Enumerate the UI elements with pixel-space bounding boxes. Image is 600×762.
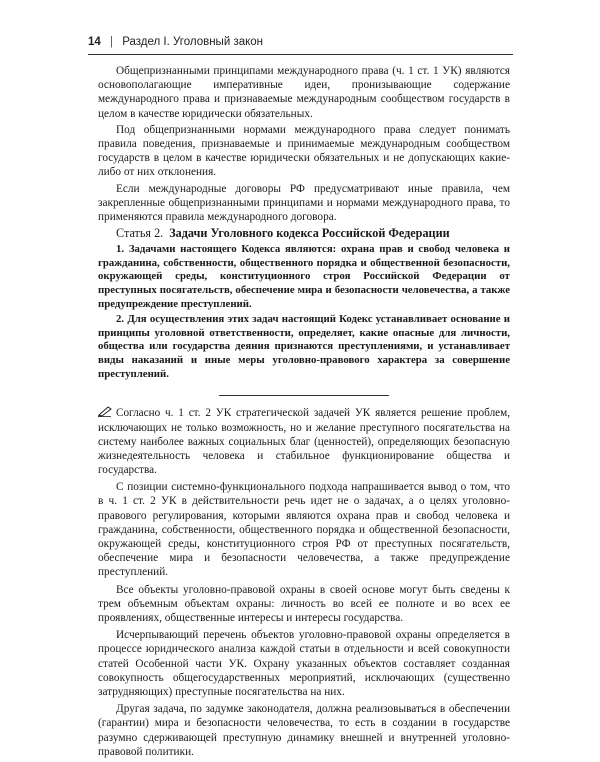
article-clause-1: 1. Задачами настоящего Кодекса являются: охрана прав и свобод человека и гражданина, собственности, общественного порядка и общественной безопасности, окружающей среды, конституционного строя Российской Федерации от преступных посягательств, обеспечение мира и безопасности человечества, а также предупреждение преступлений. xyxy=(98,243,510,310)
pencil-note-icon xyxy=(98,406,112,421)
article-label: Статья 2. xyxy=(116,226,164,241)
commentary-paragraph-4: Исчерпывающий перечень объектов уголовно-правовой охраны определяется в процессе юридического анализа каждой статьи в отдельности и всей совокупности статей Особенной части УК. Охрану указанных объектов составляет созданная совокупность общегосударственных мероприятий, исключающих (существенно затрудняющих) преступные посягательства на них. xyxy=(98,629,510,699)
header-rule xyxy=(88,54,513,55)
article-clause-2: 2. Для осуществления этих задач настоящий Кодекс устанавливает основание и принципы уголовной ответственности, определяет, какие опасные для личности, общества или государства деяния признаются преступлениями, и устанавливает виды наказаний и иные меры уголовно-правового характера за совершение преступлений. xyxy=(98,313,510,380)
commentary xyxy=(98,406,510,759)
header-separator: | xyxy=(110,36,113,48)
commentary-first-text: Согласно ч. 1 ст. 2 УК стратегической задачей УК является решение проблем, исключающих не только возможность, но и желание преступного посягательства на систему наиболее важных социальных благ (ценностей), определяющих безопасную жизнедеятельность человека и стабильное функционирование общества и государства. xyxy=(98,407,510,477)
commentary-paragraph-1 xyxy=(98,406,510,477)
page-body xyxy=(98,64,510,762)
section-divider xyxy=(219,395,389,396)
commentary-paragraph-3: Все объекты уголовно-правовой охраны в своей основе могут быть сведены к трем объемным объектам охраны: личность во всей ее полноте и во всех ее проявлениях, общественные интересы и интересы государства. xyxy=(98,583,510,624)
intro-paragraph-1: Общепризнанными принципами международного права (ч. 1 ст. 1 УК) являются основополагающие императивные идеи, пронизывающие содержание международного права и признаваемые международным сообществом государств в целом в качестве юридически обязательных. xyxy=(98,65,510,120)
page-number: 14 xyxy=(88,36,101,48)
intro-paragraph-2: Под общепризнанными нормами международного права следует понимать правила поведения, признаваемые и принимаемые международным сообществом государств в целом в качестве юридически обязательных и не допускающих какие-либо от них отклонения. xyxy=(98,123,510,179)
running-header xyxy=(88,36,513,56)
intro-paragraph-3: Если международные договоры РФ предусматривают иные правила, чем закрепленные общепризнанными принципами и нормами международного права, то применяются правила международного договора. xyxy=(98,182,510,224)
article-heading xyxy=(98,226,510,241)
commentary-paragraph-5: Другая задача, по задумке законодателя, должна реализовываться в обеспечении (гарантии) мира и безопасности человечества, то есть в создании в государстве разумно сдерживающей преступную динамику внешней и внутренней уголовно-правовой политики. xyxy=(98,703,510,758)
section-title: Раздел I. Уголовный закон xyxy=(122,36,264,48)
article-title: Задачи Уголовного кодекса Российской Федерации xyxy=(169,226,450,241)
commentary-paragraph-2: С позиции системно-функционального подхода напрашивается вывод о том, что в ч. 1 ст. 2 УК в действительности речь идет не о задачах, а о целях уголовно-правового регулирования, которыми являются охрана прав и свобод человека и гражданина, собственности, общественного порядка и общественной безопасности, окружающей среды, конституционного строя РФ от преступных посягательств, обеспечение мира и безопасности человечества, а также предупреждение преступлений. xyxy=(98,481,510,579)
